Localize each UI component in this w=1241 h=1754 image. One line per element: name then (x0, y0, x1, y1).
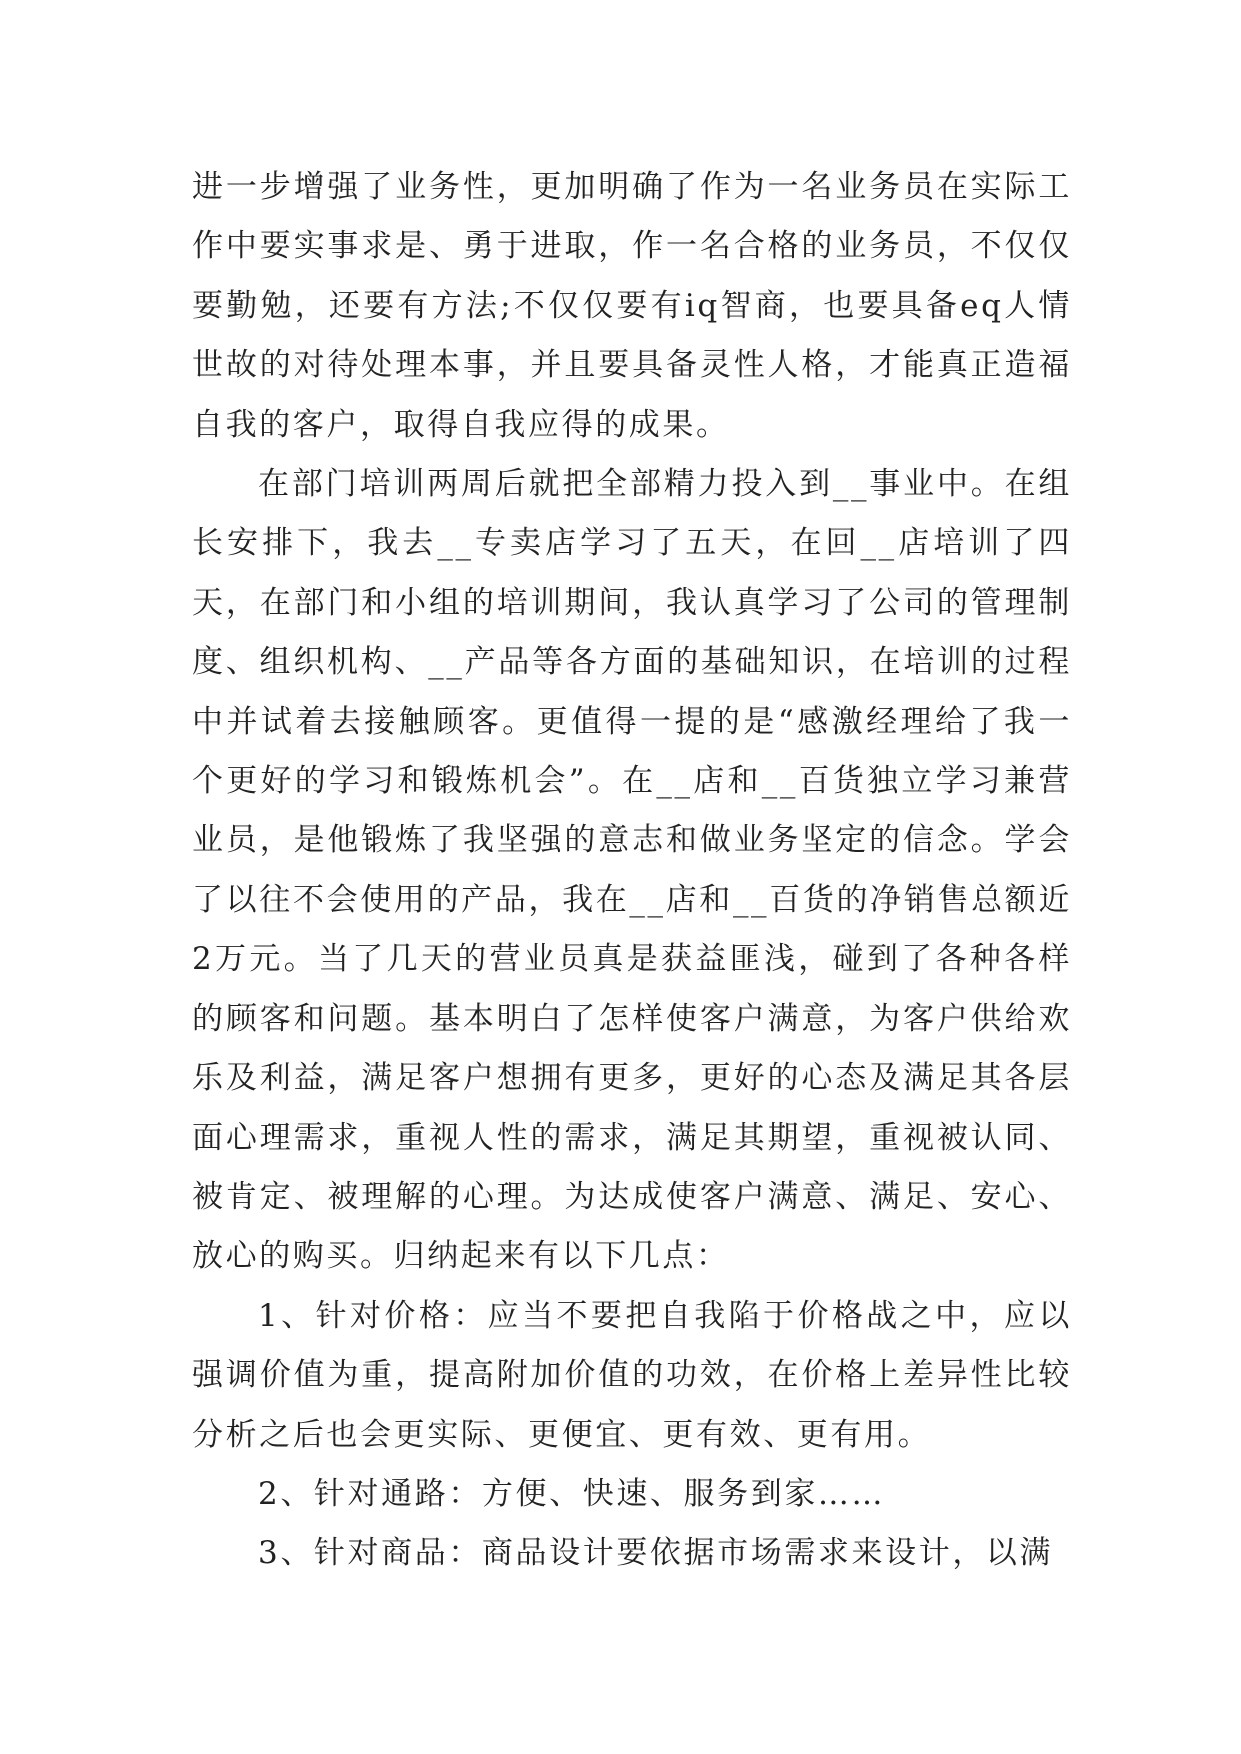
paragraph-product-point: 3、针对商品：商品设计要依据市场需求来设计，以满 (258, 1535, 1054, 1572)
paragraph-price-point: 1、针对价格：应当不要把自我陷于价格战之中，应以强调价值为重，提高附加价值的功效，在价格上差异性比较分析之后也会更实际、更便宜、更有效、更有用。 (192, 1297, 1072, 1453)
paragraph-1: 进一步增强了业务性，更加明确了作为一名业务员在实际工作中要实事求是、勇于进取，作一名合格的业务员，不仅仅要勤勉，还要有方法;不仅仅要有iq智商，也要具备eq人情世故的对待处理本事，并且要具备灵性人格，才能真正造福自我的客户，取得自我应得的成果。 (192, 169, 1072, 443)
document-body (192, 158, 1072, 1584)
paragraph-2: 在部门培训两周后就把全部精力投入到__事业中。在组长安排下，我去__专卖店学习了五天，在回__店培训了四天，在部门和小组的培训期间，我认真学习了公司的管理制度、组织机构、__产品等各方面的基础知识，在培训的过程中并试着去接触顾客。更值得一提的是“感激经理给了我一个更好的学习和锻炼机会”。在__店和__百货独立学习兼营业员，是他锻炼了我坚强的意志和做业务坚定的信念。学会了以往不会使用的产品，我在__店和__百货的净销售总额近2万元。当了几天的营业员真是获益匪浅，碰到了各种各样的顾客和问题。基本明白了怎样使客户满意，为客户供给欢乐及利益，满足客户想拥有更多，更好的心态及满足其各层面心理需求，重视人性的需求，满足其期望，重视被认同、被肯定、被理解的心理。为达成使客户满意、满足、安心、放心的购买。归纳起来有以下几点： (192, 466, 1072, 1275)
paragraph-channel-point: 2、针对通路：方便、快速、服务到家…… (258, 1475, 886, 1512)
